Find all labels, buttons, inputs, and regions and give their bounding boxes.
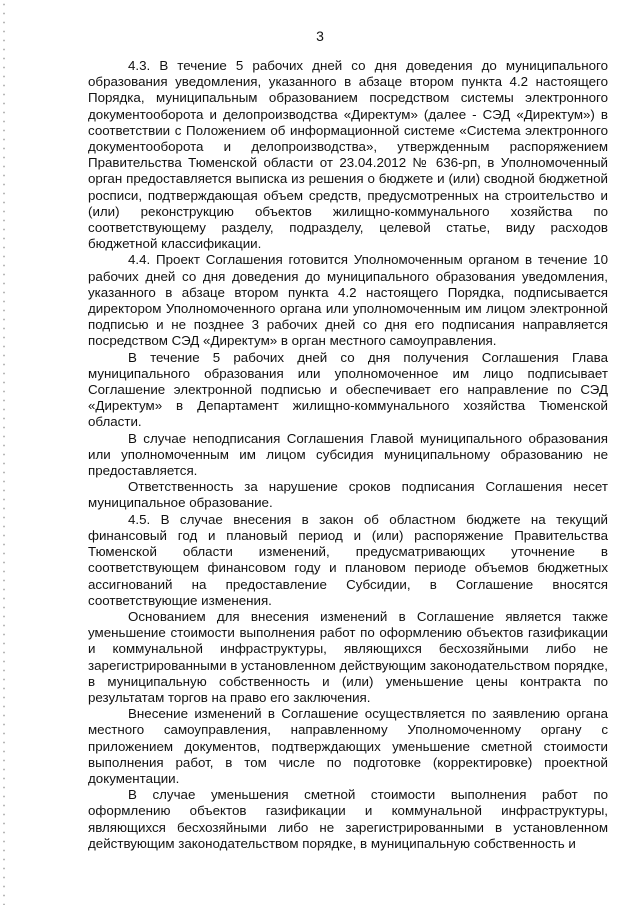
document-body — [88, 58, 608, 852]
paragraph-grounds-for-changes: Основанием для внесения изменений в Соглашение является также уменьшение стоимости выполнения работ по оформлению объектов газификации и коммунальной инфраструктуры, являющихся бесхозяйными либо не зарегистрированными в установленном действующим законодательством порядке, в муниципальную собственность и (или) уменьшение цены контракта по результатам торгов на право его заключения. — [88, 608, 608, 705]
paragraph-4-4: 4.4. Проект Соглашения готовится Уполномоченным органом в течение 10 рабочих дней со дня доведения до муниципального образования уведомления, указанного в абзаце втором пункта 4.2 настоящего Порядка, подписывается директором Уполномоченного органа или уполномоченным им лицом электронной подписью и не позднее 3 рабочих дней со дня его подписания направляется посредством СЭД «Директум» в орган местного самоуправления. — [88, 252, 608, 349]
scan-edge-marks — [3, 0, 5, 905]
paragraph-responsibility: Ответственность за нарушение сроков подписания Соглашения несет муниципальное образование. — [88, 479, 608, 511]
paragraph-4-5: 4.5. В случае внесения в закон об областном бюджете на текущий финансовый год и плановый период и (или) распоряжение Правительства Тюменской области изменений, предусматривающих уточнение в соответствующем финансовом году и плановом периоде объемов бюджетных ассигнований на предоставление Субсидии, в Соглашение вносятся соответствующие изменения. — [88, 511, 608, 608]
paragraph-4-3: 4.3. В течение 5 рабочих дней со дня доведения до муниципального образования уведомления, указанного в абзаце втором пункта 4.2 настоящего Порядка, муниципальным образованием посредством системы электронного документооборота и делопроизводства «Директум» (далее - СЭД «Директум») в соответствии с Положением об информационной системе «Система электронного документооборота и делопроизводства», утвержденным распоряжением Правительства Тюменской области от 23.04.2012 № 636-рп, в Уполномоченный орган предоставляется выписка из решения о бюджете и (или) сводной бюджетной росписи, подтверждающая объем средств, предусмотренных на строительство и (или) реконструкцию объектов жилищно-коммунального хозяйства по соответствующему разделу, подразделу, целевой статье, виду расходов бюджетной классификации. — [88, 58, 608, 252]
paragraph-cost-reduction: В случае уменьшения сметной стоимости выполнения работ по оформлению объектов газификации и коммунальной инфраструктуры, являющихся бесхозяйными либо не зарегистрированными в установленном действующим законодательством порядке, в муниципальную собственность и — [88, 787, 608, 851]
paragraph-non-signing: В случае неподписания Соглашения Главой муниципального образования или уполномоченным им лицом субсидия муниципальному образованию не предоставляется. — [88, 430, 608, 479]
paragraph-signing-deadline: В течение 5 рабочих дней со дня получения Соглашения Глава муниципального образования или уполномоченное им лицо подписывает Соглашение электронной подписью и обеспечивает его направление по СЭД «Директум» в Департамент жилищно-коммунального хозяйства Тюменской области. — [88, 349, 608, 430]
paragraph-changes-procedure: Внесение изменений в Соглашение осуществляется по заявлению органа местного самоуправления, направленному Уполномоченному органу с приложением документов, подтверждающих уменьшение сметной стоимости выполнения работ, в том числе по подготовке (корректировке) проектной документации. — [88, 706, 608, 786]
page-number: 3 — [316, 28, 324, 44]
